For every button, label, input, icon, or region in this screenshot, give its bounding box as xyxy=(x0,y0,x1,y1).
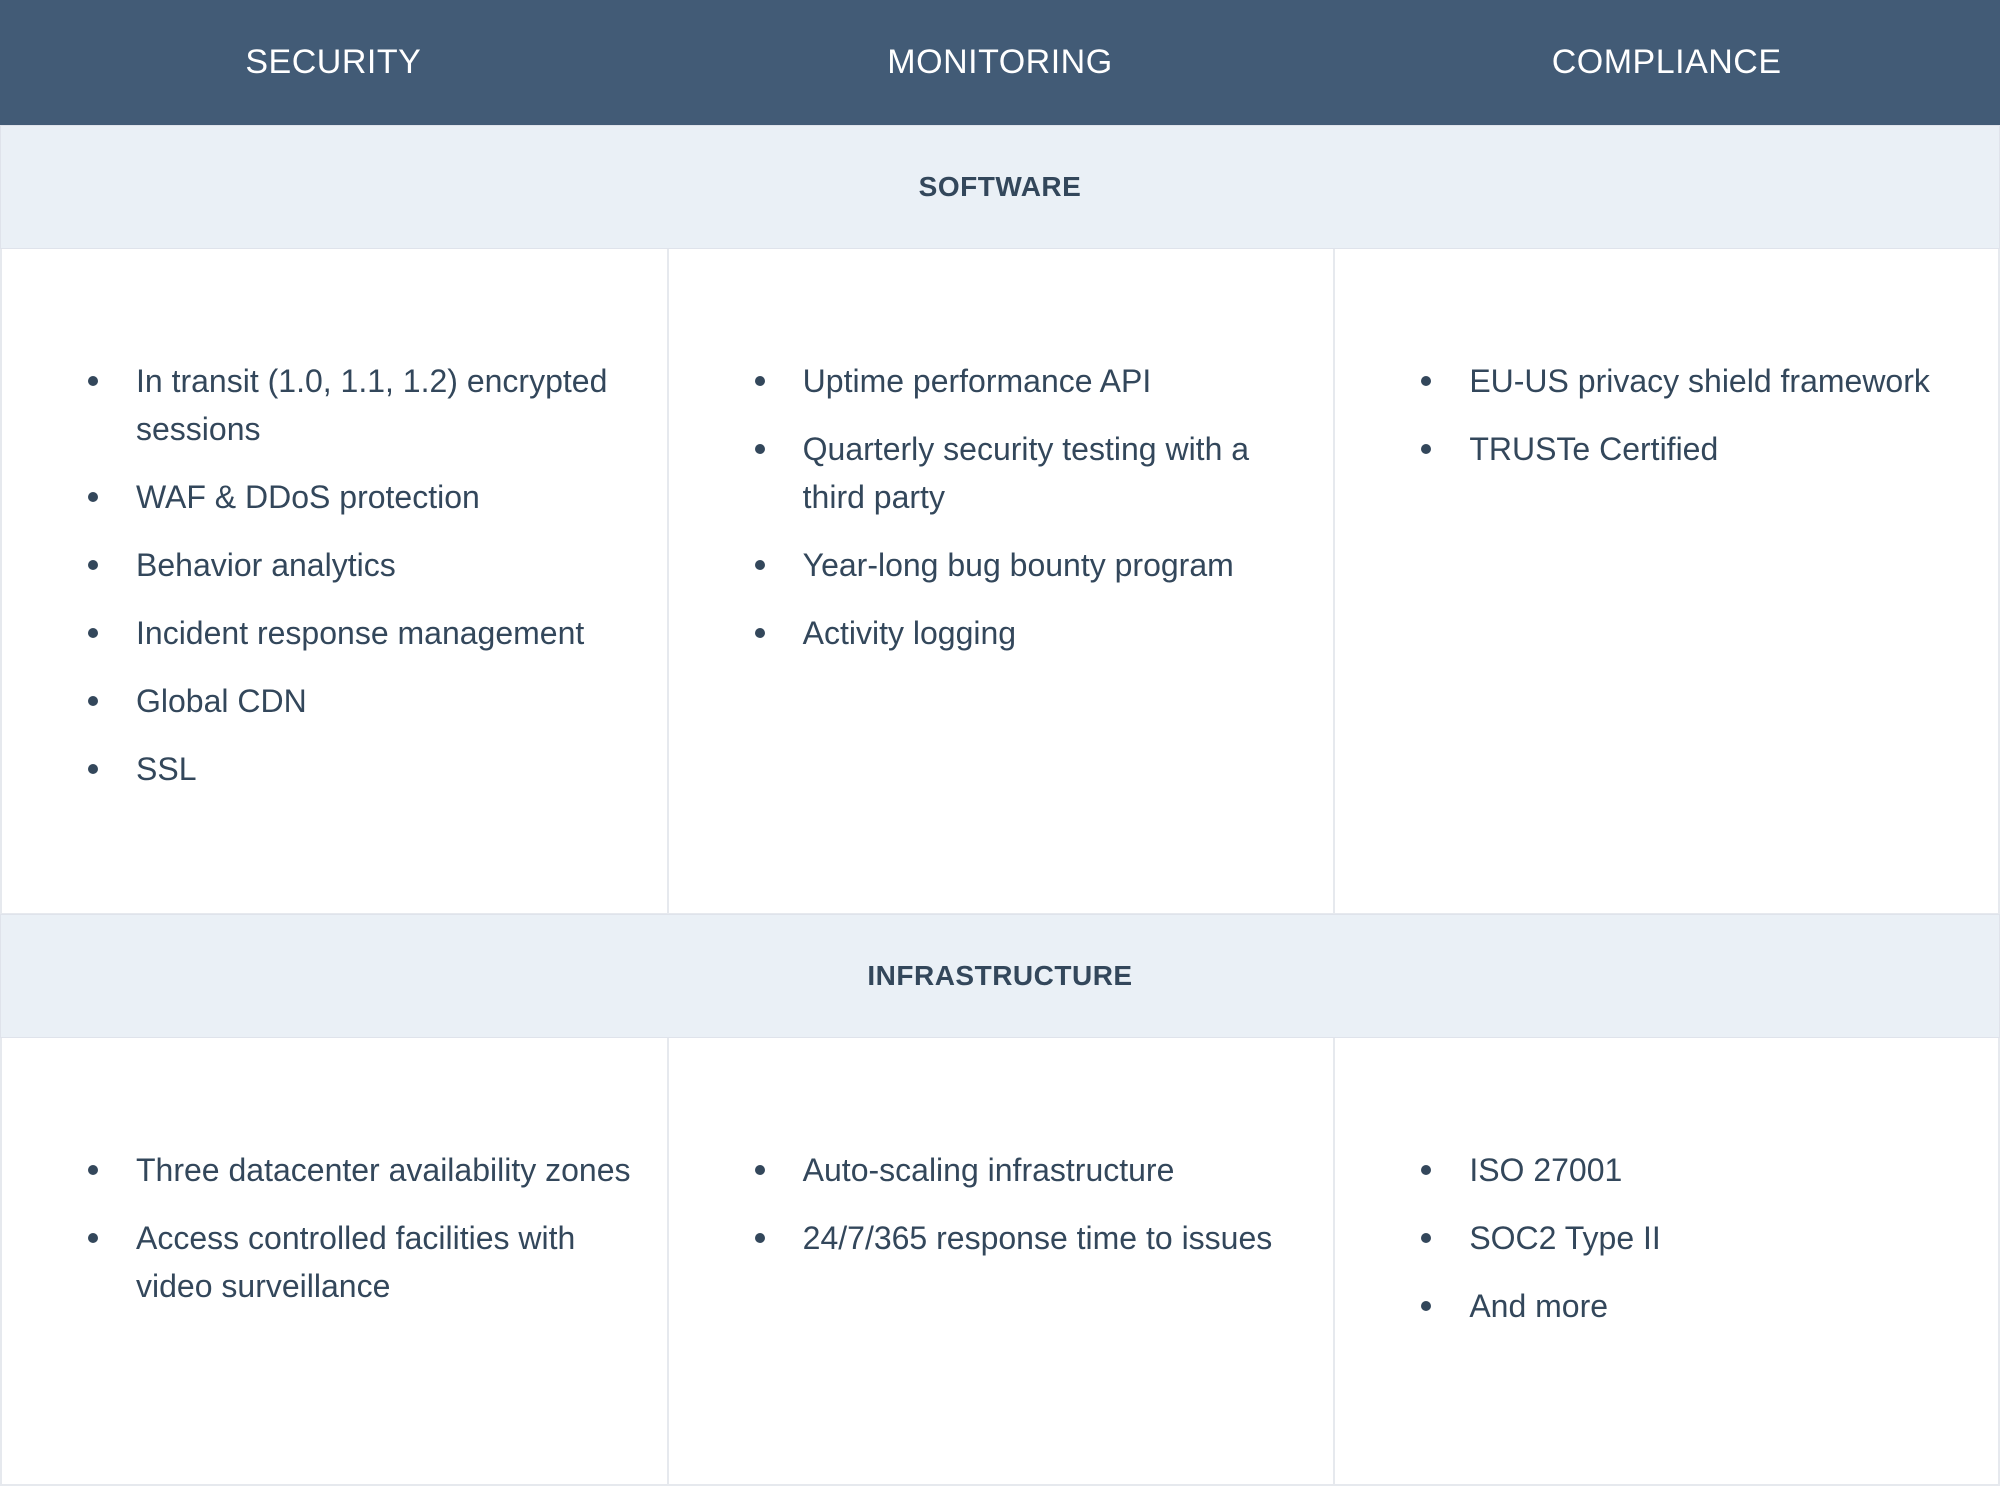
bullet-icon xyxy=(88,492,98,502)
infrastructure-monitoring-list xyxy=(751,1146,1304,1282)
bullet-icon xyxy=(755,1165,765,1175)
bullet-icon xyxy=(88,628,98,638)
list-item: 24/7/365 response time to issues xyxy=(751,1214,1304,1262)
bullet-icon xyxy=(755,628,765,638)
list-item: Uptime performance API xyxy=(751,357,1304,405)
list-item: ISO 27001 xyxy=(1417,1146,1968,1194)
bullet-icon xyxy=(755,1233,765,1243)
infrastructure-security-list xyxy=(84,1146,637,1330)
section-header-infrastructure: INFRASTRUCTURE xyxy=(0,914,2000,1038)
infrastructure-compliance-list xyxy=(1417,1146,1968,1350)
list-item: Quarterly security testing with a third party xyxy=(751,425,1304,521)
infrastructure-security-cell xyxy=(0,1038,667,1486)
bullet-icon xyxy=(1421,376,1431,386)
list-item: Year-long bug bounty program xyxy=(751,541,1304,589)
infrastructure-compliance-cell xyxy=(1333,1038,2000,1486)
list-item: Access controlled facilities with video surveillance xyxy=(84,1214,637,1310)
bullet-icon xyxy=(1421,444,1431,454)
bullet-icon xyxy=(755,560,765,570)
software-security-cell xyxy=(0,249,667,915)
bullet-icon xyxy=(1421,1301,1431,1311)
bullet-icon xyxy=(88,560,98,570)
list-item: Incident response management xyxy=(84,609,637,657)
software-security-list xyxy=(84,357,637,813)
bullet-icon xyxy=(755,376,765,386)
list-item: Activity logging xyxy=(751,609,1304,657)
list-item: EU-US privacy shield framework xyxy=(1417,357,1968,405)
infrastructure-monitoring-cell xyxy=(667,1038,1334,1486)
bullet-icon xyxy=(88,1233,98,1243)
software-content-row xyxy=(0,249,2000,915)
list-item: SSL xyxy=(84,745,637,793)
list-item: Three datacenter availability zones xyxy=(84,1146,637,1194)
list-item: And more xyxy=(1417,1282,1968,1330)
bullet-icon xyxy=(1421,1233,1431,1243)
table-header-row xyxy=(0,0,2000,125)
list-item: Global CDN xyxy=(84,677,637,725)
software-monitoring-cell xyxy=(667,249,1334,915)
column-header-compliance: COMPLIANCE xyxy=(1551,43,1782,81)
software-compliance-cell xyxy=(1333,249,2000,915)
list-item: Auto-scaling infrastructure xyxy=(751,1146,1304,1194)
bullet-icon xyxy=(88,764,98,774)
bullet-icon xyxy=(1421,1165,1431,1175)
bullet-icon xyxy=(755,444,765,454)
bullet-icon xyxy=(88,376,98,386)
list-item: TRUSTe Certified xyxy=(1417,425,1968,473)
bullet-icon xyxy=(88,1165,98,1175)
software-monitoring-list xyxy=(751,357,1304,677)
infrastructure-content-row xyxy=(0,1038,2000,1486)
column-header-security: SECURITY xyxy=(245,43,422,81)
bullet-icon xyxy=(88,696,98,706)
software-compliance-list xyxy=(1417,357,1968,493)
section-header-software: SOFTWARE xyxy=(0,125,2000,249)
list-item: WAF & DDoS protection xyxy=(84,473,637,521)
list-item: SOC2 Type II xyxy=(1417,1214,1968,1262)
list-item: In transit (1.0, 1.1, 1.2) encrypted sessions xyxy=(84,357,637,453)
list-item: Behavior analytics xyxy=(84,541,637,589)
column-header-monitoring: MONITORING xyxy=(887,43,1113,81)
